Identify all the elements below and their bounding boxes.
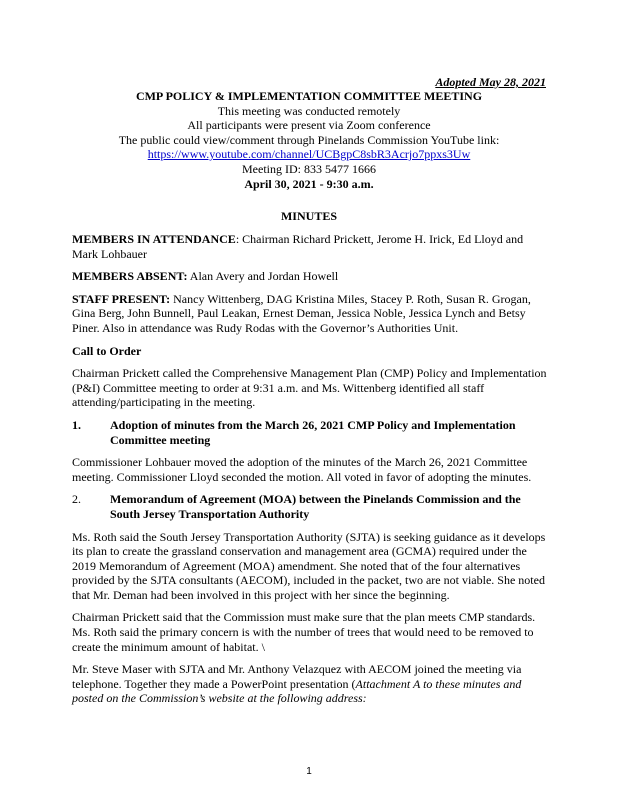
adopted-date: Adopted May 28, 2021 bbox=[435, 75, 546, 89]
staff-present bbox=[72, 292, 548, 336]
meeting-id: Meeting ID: 833 5477 1666 bbox=[242, 161, 376, 176]
item-2-title: Memorandum of Agreement (MOA) between the Pinelands Commission and the South Jersey Transportation Authority bbox=[110, 492, 521, 521]
absent-text: Alan Avery and Jordan Howell bbox=[187, 269, 339, 284]
header-line-youtube: The public could view/comment through Pinelands Commission YouTube link: bbox=[118, 132, 500, 147]
item-2-p3-text: Mr. Steve Maser with SJTA and Mr. Anthony Velazquez with AECOM joined the meeting via telephone. Together they made a PowerPoint presentation ( bbox=[72, 662, 522, 691]
call-to-order-text: Chairman Prickett called the Comprehensive Management Plan (CMP) Policy and Implementation (P&I) Committee meeting to order at 9:31 a.m. and Ms. Wittenberg identified all staff attending/participating in the meeting. bbox=[72, 366, 547, 410]
minutes-body bbox=[72, 232, 548, 714]
header-line-remote: This meeting was conducted remotely bbox=[217, 103, 401, 118]
agenda-item-2 bbox=[72, 492, 548, 521]
item-2-paragraph-2: Chairman Prickett said that the Commission must make sure that the plan meets CMP standards. Ms. Roth said the primary concern is with the number of trees that would need to be removed to create the minimum amount of habitat. \ bbox=[72, 610, 536, 654]
page-number: 1 bbox=[306, 766, 312, 777]
members-attendance bbox=[72, 232, 548, 261]
members-absent bbox=[72, 269, 548, 284]
item-2-paragraph-3 bbox=[72, 662, 548, 706]
youtube-link[interactable]: https://www.youtube.com/channel/UCBgpC8sbR3Acrjo7ppxs3Uw bbox=[147, 147, 471, 162]
minutes-title: MINUTES bbox=[280, 209, 337, 223]
staff-label: STAFF PRESENT: bbox=[72, 291, 171, 306]
staff-text: Nancy Wittenberg, DAG Kristina Miles, Stacey P. Roth, Susan R. Grogan, Gina Berg, John Bunnell, Paul Leakan, Ernest Deman, Jessica Noble, Jessica Lynch and Betsy Piner. Also in attendance was Rudy Rodas with the Governor’s Authorities Unit. bbox=[72, 291, 531, 335]
meeting-header bbox=[72, 89, 546, 191]
absent-label: MEMBERS ABSENT: bbox=[72, 269, 188, 284]
item-2-p3-italic: Attachment A to these minutes and posted on the Commission’s website at the following address: bbox=[72, 676, 522, 706]
committee-title: CMP POLICY & IMPLEMENTATION COMMITTEE MEETING bbox=[135, 89, 483, 103]
attendance-text: : Chairman Richard Prickett, Jerome H. Irick, Ed Lloyd and Mark Lohbauer bbox=[72, 232, 524, 261]
item-1-text: Commissioner Lohbauer moved the adoption of the minutes of the March 26, 2021 Committee meeting. Commissioner Lloyd seconded the motion. All voted in favor of adopting the minutes. bbox=[72, 455, 532, 484]
meeting-date: April 30, 2021 - 9:30 a.m. bbox=[244, 176, 374, 191]
item-2-paragraph-1: Ms. Roth said the South Jersey Transportation Authority (SJTA) is seeking guidance as it develops its plan to create the grassland conservation and management area (GCMA) required under the 2019 Memorandum of Agreement (MOA) amendment. She noted that of the four alternatives provided by the SJTA consultants (AECOM), included in the packet, two are not viable. She noted that Mr. Deman had been involved in this project with her since the beginning. bbox=[72, 529, 546, 602]
call-to-order-heading: Call to Order bbox=[72, 343, 142, 358]
item-1-number: 1. bbox=[72, 417, 81, 432]
item-1-title: Adoption of minutes from the March 26, 2021 CMP Policy and Implementation Committee meeting bbox=[110, 417, 516, 447]
header-line-zoom: All participants were present via Zoom conference bbox=[187, 118, 431, 133]
agenda-item-1 bbox=[72, 418, 548, 447]
attendance-label: MEMBERS IN ATTENDANCE bbox=[72, 232, 236, 246]
item-2-number: 2. bbox=[72, 492, 81, 507]
